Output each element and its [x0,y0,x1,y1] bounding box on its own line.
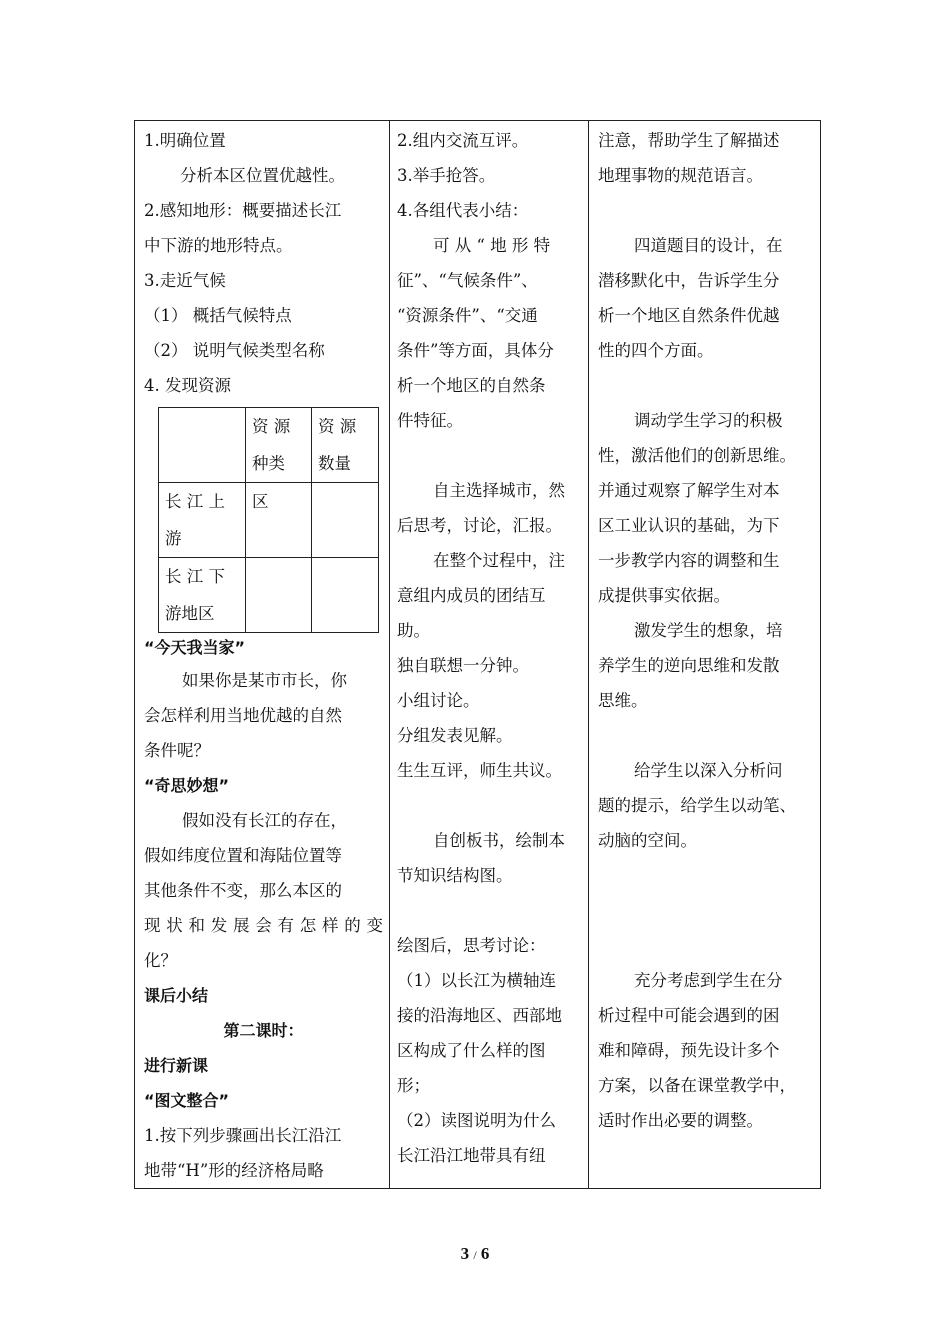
text-line: 地理事物的规范语言。 [598,166,763,185]
table-cell: 区 [246,483,312,558]
text-line: 性的四个方面。 [598,341,714,360]
section-heading: “奇思妙想” [144,776,230,795]
text-line: 分析本区位置优越性。 [180,166,345,185]
student-activity-column [390,121,589,1188]
text-line: 独自联想一分钟。 [397,656,529,675]
text-line: 难和障碍，预先设计多个 [598,1041,780,1060]
table-cell [312,483,379,558]
text-line: 区工业认识的基础，为下 [598,516,780,535]
text-line: 方案，以备在课堂教学中， [598,1076,796,1095]
section-heading: 课后小结 [144,986,209,1005]
table-cell [312,558,379,633]
text-line: 征”、“气候条件”、 [397,271,538,290]
text-line: 4.各组代表小结： [397,201,529,220]
text-line: 会怎样利用当地优越的自然 [144,706,342,725]
text-line: 意组内成员的团结互 [397,586,546,605]
section-heading: “图文整合” [144,1091,230,1110]
text-line: 充分考虑到学生在分 [634,971,783,990]
text-line: 1.明确位置 [144,131,226,150]
text-line: 后思考，讨论，汇报。 [397,516,562,535]
text-line: 中下游的地形特点。 [144,236,293,255]
text-line: 动脑的空间。 [598,831,697,850]
section-heading: “今天我当家” [144,638,246,657]
text-line: 析一个地区的自然条 [397,376,546,395]
table-row-label: 长 江 上 游 [159,483,246,558]
text-line: 化？ [144,951,177,970]
design-intent-column [589,121,822,1188]
text-line: 其他条件不变，那么本区的 [144,881,342,900]
text-line: 自主选择城市，然 [433,481,565,500]
text-line: 现状和发展会有怎样的变 [144,916,383,935]
text-line: 件特征。 [397,411,463,430]
text-line: 成提供事实依据。 [598,586,730,605]
page-separator: / [473,1248,477,1262]
resource-table [158,407,379,633]
text-line: （2）读图说明为什么 [397,1111,556,1130]
text-line: 调动学生学习的积极 [634,411,783,430]
page-number [0,1244,950,1264]
text-line: 析过程中可能会遇到的困 [598,1006,780,1025]
text-line: 并通过观察了解学生对本 [598,481,780,500]
text-line: 节知识结构图。 [397,866,513,885]
text-line: 分组发表见解。 [397,726,513,745]
text-line: 适时作出必要的调整。 [598,1111,763,1130]
text-line: 绘图后，思考讨论： [397,936,546,955]
text-line: 长江沿江地带具有纽 [397,1146,546,1165]
text-line: （1） 概括气候特点 [144,306,292,325]
text-line: 在整个过程中，注 [433,551,565,570]
text-line: 助。 [397,621,430,640]
text-line: 潜移默化中，告诉学生分 [598,271,780,290]
text-line: 形； [397,1076,430,1095]
table-header-cell: 资 源 数量 [312,408,379,483]
text-line: 可 从 “ 地 形 特 [433,236,551,255]
text-line: 一步教学内容的调整和生 [598,551,780,570]
section-heading: 进行新课 [144,1056,209,1075]
total-pages: 6 [480,1244,490,1263]
text-line: （1）以长江为横轴连 [397,971,556,990]
text-line: 3.走近气候 [144,271,226,290]
text-line: 如果你是某市市长，你 [182,671,347,690]
text-line: （2） 说明气候类型名称 [144,341,325,360]
text-line: 自创板书，绘制本 [433,831,565,850]
text-line: 小组讨论。 [397,691,480,710]
text-line: 条件”等方面，具体分 [397,341,554,360]
text-line: 四道题目的设计，在 [634,236,783,255]
table-header-cell: 资 源 种类 [246,408,312,483]
text-line: 接的沿海地区、西部地 [397,1006,562,1025]
text-line: 2.感知地形：概要描述长江 [144,201,342,220]
text-line: 激发学生的想象，培 [634,621,783,640]
text-line: 思维。 [598,691,648,710]
table-cell [246,558,312,633]
lesson-plan-table [134,120,821,1189]
text-line: 地带“H”形的经济格局略 [144,1161,324,1180]
text-line: 4. 发现资源 [144,376,231,395]
text-line: 析一个地区自然条件优越 [598,306,780,325]
text-line: 2.组内交流互评。 [397,131,529,150]
current-page: 3 [460,1244,470,1263]
text-line: 1.按下列步骤画出长江沿江 [144,1126,342,1145]
text-line: 假如没有长江的存在， [182,811,347,830]
teaching-content-column [135,121,390,1188]
text-line: 生生互评，师生共议。 [397,761,562,780]
text-line: 注意，帮助学生了解描述 [598,131,780,150]
text-line: 给学生以深入分析问 [634,761,783,780]
text-line: 性，激活他们的创新思维。 [598,446,796,465]
table-cell [159,408,246,483]
text-line: “资源条件”、“交通 [397,306,538,325]
text-line: 条件呢？ [144,741,210,760]
section-heading: 第二课时： [223,1021,304,1040]
text-line: 题的提示，给学生以动笔、 [598,796,796,815]
table-row-label: 长 江 下 游地区 [159,558,246,633]
text-line: 养学生的逆向思维和发散 [598,656,780,675]
text-line: 区构成了什么样的图 [397,1041,546,1060]
text-line: 假如纬度位置和海陆位置等 [144,846,342,865]
text-line: 3.举手抢答。 [397,166,496,185]
